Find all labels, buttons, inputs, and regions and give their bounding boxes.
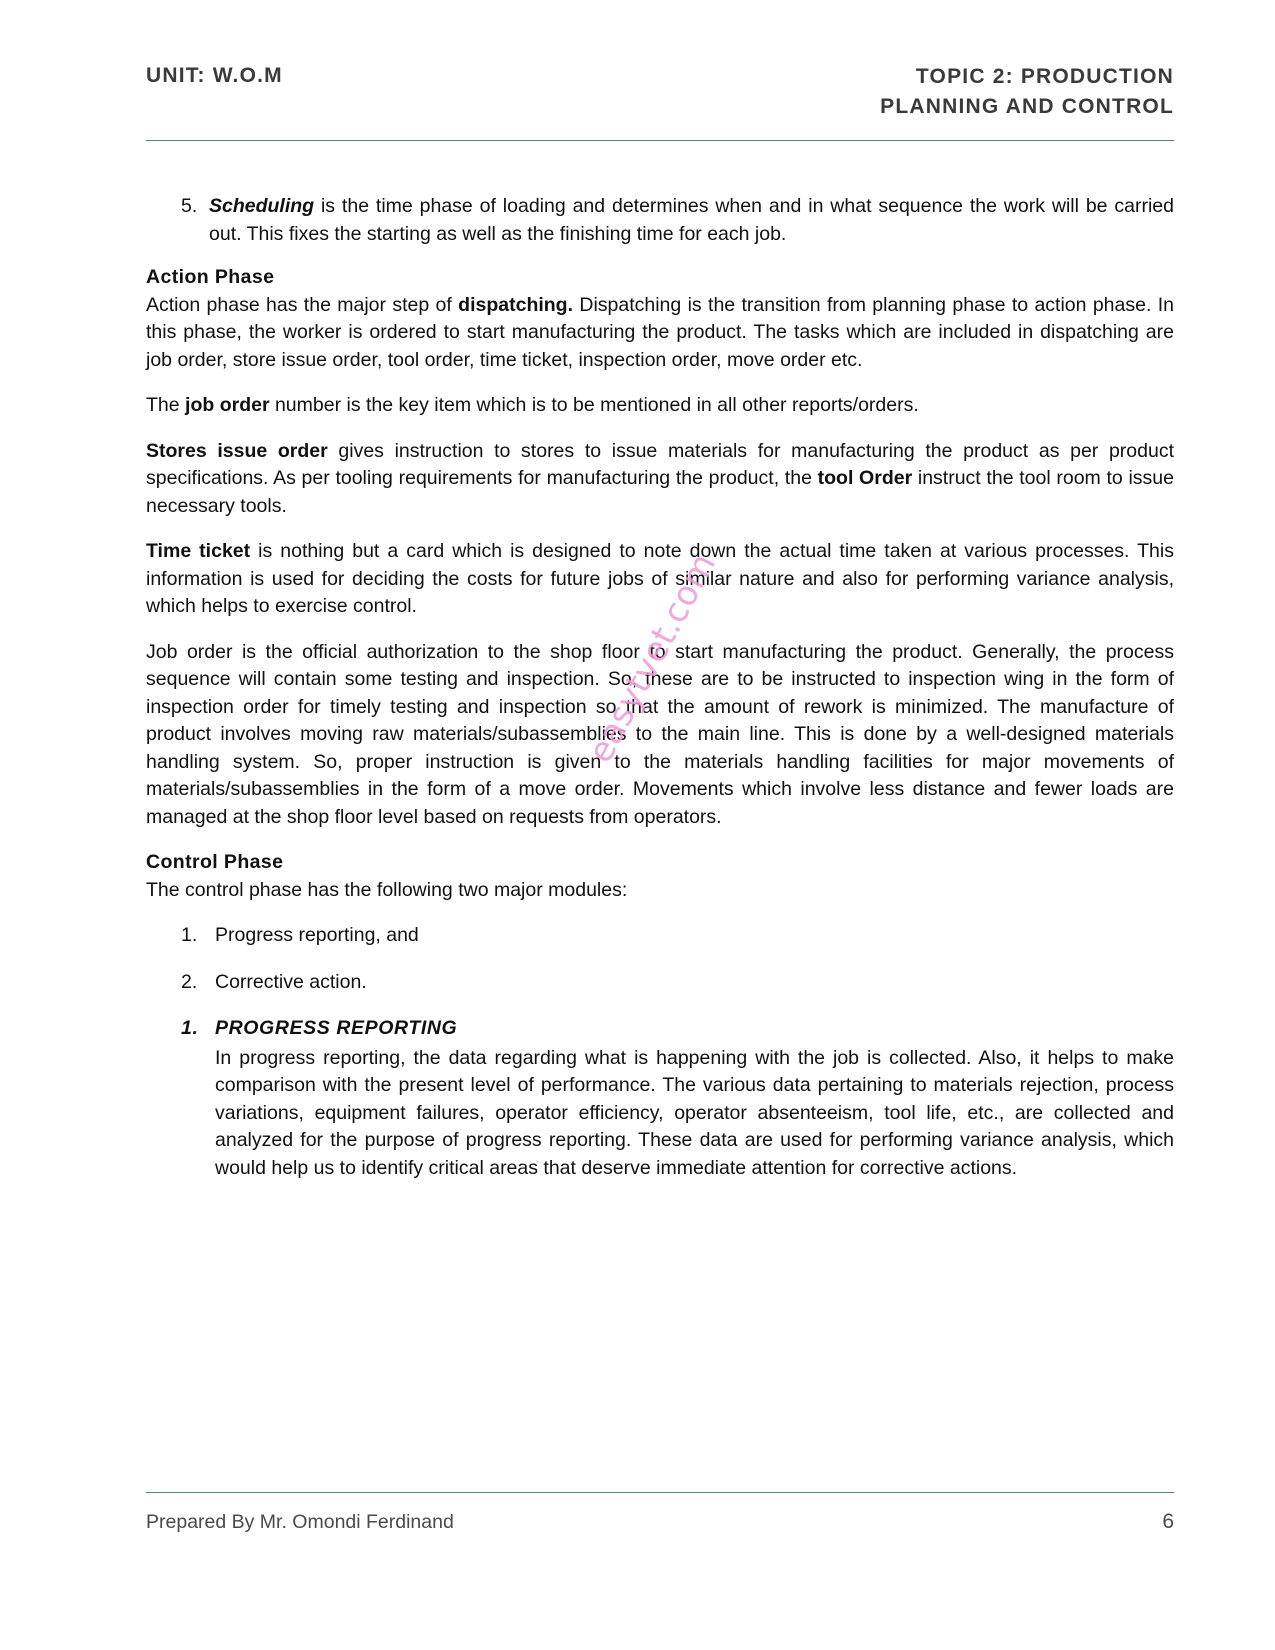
paragraph-control-phase-intro: The control phase has the following two major modules: (146, 878, 628, 901)
term-job-order: job order (185, 394, 270, 416)
footer-divider (146, 1492, 1174, 1493)
header-topic-title (880, 62, 1174, 123)
term-dispatching: dispatching. (458, 293, 574, 316)
list-item-label: Progress reporting, and (215, 924, 419, 946)
page-header (146, 62, 1174, 123)
list-item (181, 922, 1174, 950)
term-tool-order: tool Order (817, 467, 913, 489)
action-para1-after: Dispatching is the transition from planning phase to action phase. In this phase, the worker is ordered to start manufacturing the product. The tasks which are included in dispatching are job order, store issue order, tool order, time ticket, inspection order, move order etc. (146, 293, 1174, 371)
action-para1-before: Action phase has the major step of (146, 293, 459, 316)
watermark-text: easytvet.com (580, 546, 724, 770)
paragraph-progress-reporting-body: In progress reporting, the data regarding what is happening with the job is collected. Also, it helps to make comparison with the present level of performance. The various data pertaining to materials rejection, process variations, equipment failures, operator efficiency, operator absenteeism, tool life, etc., are collected and analyzed for the purpose of progress reporting. These data are used for performing variance analysis, which would help us to identify critical areas that deserve immediate attention for corrective actions. (215, 1046, 1174, 1179)
header-topic-line1: TOPIC 2: PRODUCTION (915, 65, 1174, 88)
header-unit-title: UNIT: W.O.M (146, 64, 283, 87)
stores-mid: gives instruction to stores to issue materials for manufacturing the product as per product specifications. As per tooling requirements for manufacturing the product, the (146, 439, 1174, 489)
list-item (181, 969, 1174, 997)
list-item-number: 5. (181, 195, 198, 217)
paragraph-job-order-authorization: Job order is the official authorization to the shop floor to start manufacturing the product. Generally, the process sequence will contain some testing and inspection. So, these are to be instructed to inspection wing in the form of inspection order for timely testing and inspection so that the amount of rework is minimized. The manufacture of product involves moving raw materials/subassemblies to the main line. This is done by a well-designed materials handling system. So, proper instruction is given to the materials handling facilities for major movements of materials/subassemblies in the form of a move order. Movements which involve less distance and fewer loads are managed at the shop floor level based on requests from operators. (146, 640, 1174, 828)
progress-reporting-title: PROGRESS REPORTING (215, 1017, 458, 1039)
page-footer (146, 1510, 1174, 1534)
heading-progress-reporting (181, 1015, 1174, 1043)
header-topic-line2: PLANNING AND CONTROL (880, 95, 1174, 119)
joborder-after: number is the key item which is to be mentioned in all other reports/orders. (269, 394, 919, 416)
paragraph-job-order (146, 392, 1174, 420)
control-phase-module-list (146, 922, 1174, 996)
stores-after: instruct the tool room to issue necessary tools. (146, 467, 1174, 517)
term-time-ticket: Time ticket (146, 540, 251, 562)
footer-page-number: 6 (1162, 1510, 1174, 1533)
joborder-before: The (146, 394, 186, 416)
paragraph-stores-issue-order (146, 438, 1174, 521)
item5-text: is the time phase of loading and determines when and in what sequence the work will be carried out. This fixes the starting as well as the finishing time for each job. (209, 195, 1174, 245)
progress-reporting-section (146, 1015, 1174, 1182)
document-body (146, 193, 1174, 1182)
paragraph-action-phase-intro (146, 292, 1174, 375)
header-divider (146, 140, 1174, 141)
paragraph-time-ticket (146, 538, 1174, 621)
heading-action-phase: Action Phase (146, 266, 275, 288)
list-item-number: 2. (181, 970, 198, 993)
timeticket-after: is nothing but a card which is designed to note down the actual time taken at various processes. This information is used for deciding the costs for future jobs of similar nature and also for performing variance analysis, which helps to exercise control. (146, 540, 1174, 617)
list-item-scheduling (146, 193, 1174, 248)
progress-reporting-number: 1. (181, 1017, 199, 1039)
term-stores-issue-order: Stores issue order (146, 439, 328, 462)
term-scheduling: Scheduling (209, 195, 315, 217)
list-item-label: Corrective action. (215, 970, 367, 993)
footer-prepared-by: Prepared By Mr. Omondi Ferdinand (146, 1511, 454, 1533)
heading-control-phase: Control Phase (146, 851, 284, 873)
list-item-number: 1. (181, 924, 198, 946)
